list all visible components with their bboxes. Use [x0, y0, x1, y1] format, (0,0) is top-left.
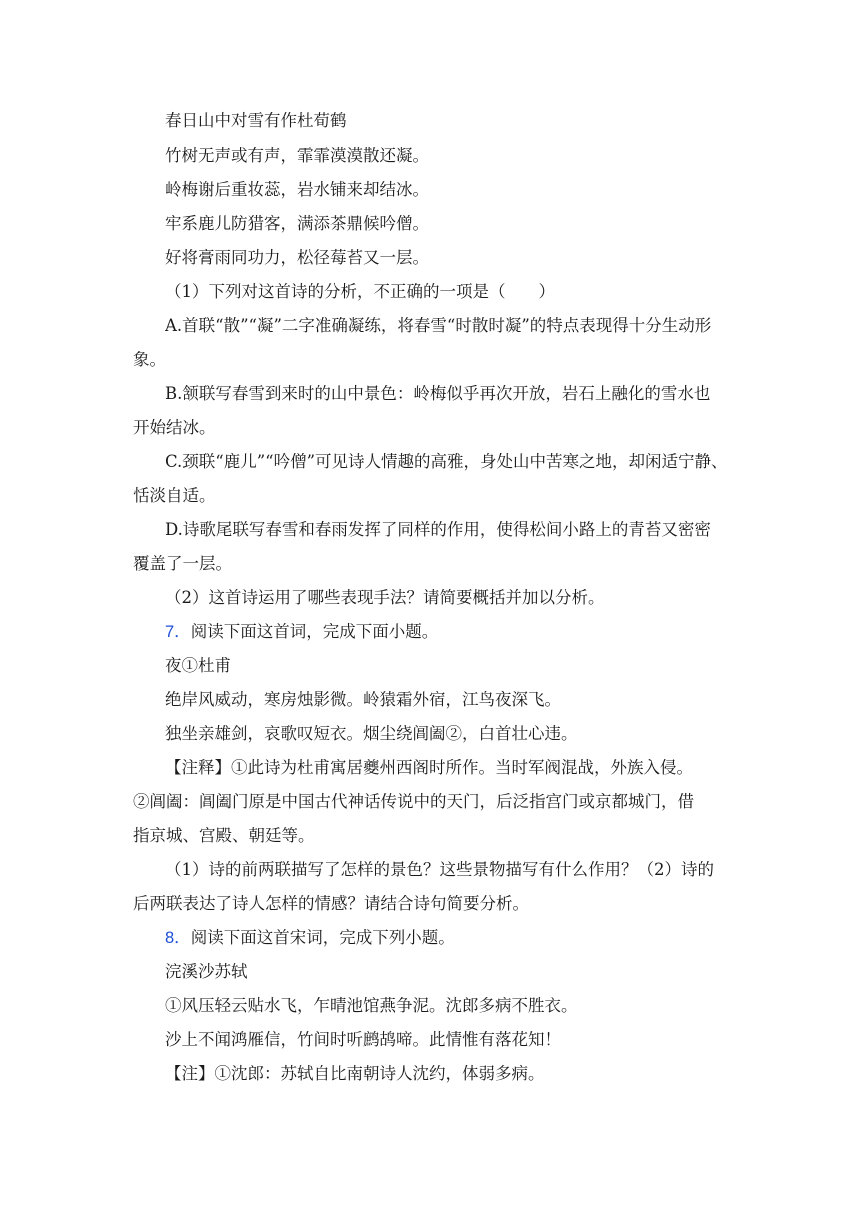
- poem-line: 绝岸风威动，寒房烛影微。岭猿霜外宿，江鸟夜深飞。: [165, 690, 561, 709]
- option-b-line2: 开始结冰。: [133, 418, 216, 437]
- question-1: （1）下列对这首诗的分析，不正确的一项是（ ）: [165, 282, 555, 301]
- poem-title: 夜①杜甫: [165, 656, 231, 675]
- option-d-line2: 覆盖了一层。: [133, 554, 232, 573]
- item-stem: 阅读下面这首词，完成下面小题。: [190, 622, 439, 641]
- item-stem: 阅读下面这首宋词，完成下列小题。: [190, 928, 455, 947]
- option-b-line1: B.颔联写春雪到来时的山中景色：岭梅似乎再次开放，岩石上融化的雪水也: [165, 384, 711, 403]
- poem-title: 浣溪沙苏轼: [165, 962, 248, 981]
- poem-line: 牢系鹿儿防猎客，满添茶鼎候吟僧。: [165, 214, 429, 233]
- annotation-line3: 指京城、宫殿、朝廷等。: [133, 826, 315, 845]
- question-line1: （1）诗的前两联描写了怎样的景色？这些景物描写有什么作用？（2）诗的: [165, 860, 714, 879]
- option-a-line1: A.首联“散”“凝”二字准确凝练，将春雪“时散时凝”的特点表现得十分生动形: [165, 316, 712, 335]
- item-7-heading: [165, 621, 765, 643]
- poem-line: 好将膏雨同功力，松径莓苔又一层。: [165, 248, 429, 267]
- annotation: 【注】①沈郎：苏轼自比南朝诗人沈约，体弱多病。: [165, 1064, 545, 1083]
- poem-line: ①风压轻云贴水飞，乍晴池馆燕争泥。沈郎多病不胜衣。: [165, 996, 578, 1015]
- poem-line: 独坐亲雄剑，哀歌叹短衣。烟尘绕阊阖②，白首壮心违。: [165, 724, 578, 743]
- option-c-line1: C.颈联“鹿儿”“吟僧”可见诗人情趣的高雅，身处山中苦寒之地，却闲适宁静、: [165, 452, 728, 471]
- option-c-line2: 恬淡自适。: [133, 486, 216, 505]
- item-8-heading: [165, 927, 765, 949]
- option-d-line1: D.诗歌尾联写春雪和春雨发挥了同样的作用，使得松间小路上的青苔又密密: [165, 520, 711, 539]
- annotation-line2: ②阊阖：阊阖门原是中国古代神话传说中的天门，后泛指宫门或京都城门，借: [133, 792, 694, 811]
- poem-line: 竹树无声或有声，霏霏漠漠散还凝。: [165, 146, 429, 165]
- annotation-line1: 【注释】①此诗为杜甫寓居夔州西阁时所作。当时军阀混战，外族入侵。: [165, 758, 693, 777]
- option-a-line2: 象。: [133, 350, 166, 369]
- poem-title: 春日山中对雪有作杜荀鹤: [165, 111, 347, 130]
- poem-line: 岭梅谢后重妆蕊，岩水铺来却结冰。: [165, 180, 429, 199]
- question-2: （2）这首诗运用了哪些表现手法？请简要概括并加以分析。: [165, 588, 605, 607]
- item-number: 8．: [165, 929, 191, 947]
- item-number: 7．: [165, 623, 191, 641]
- question-line2: 后两联表达了诗人怎样的情感？请结合诗句简要分析。: [133, 894, 529, 913]
- poem-line: 沙上不闻鸿雁信，竹间时听鹧鸪啼。此情惟有落花知！: [165, 1030, 561, 1049]
